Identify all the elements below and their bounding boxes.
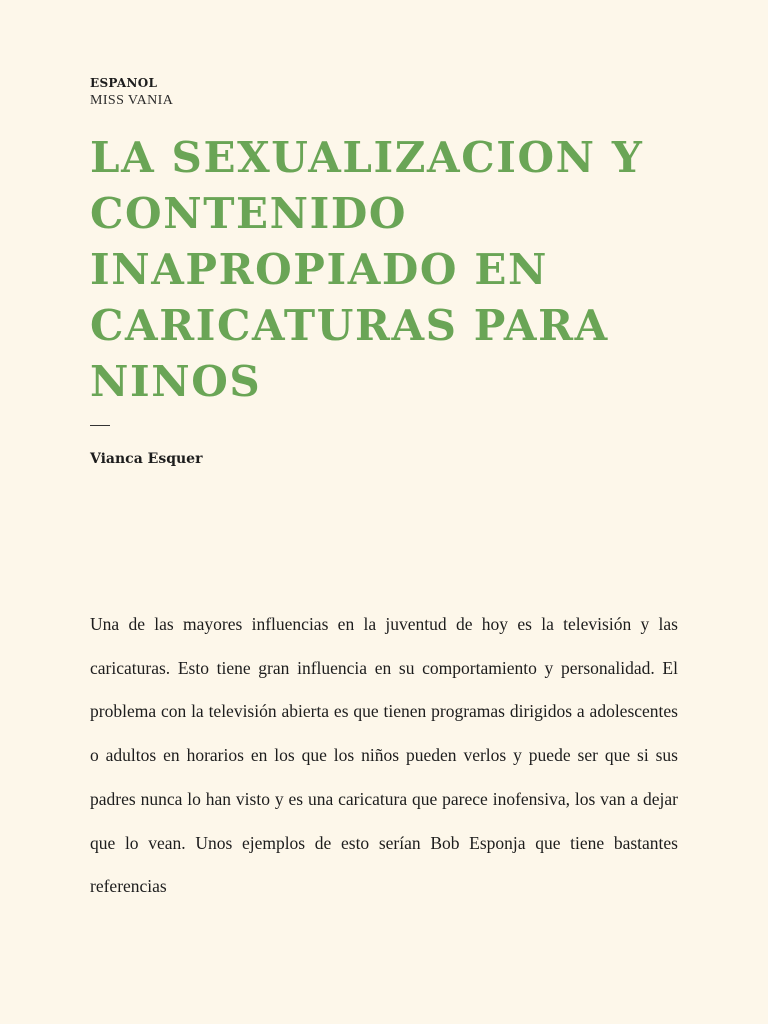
page-title: LA SEXUALIZACION Y CONTENIDO INAPROPIADO EN CARICATURAS PARA NINOS [90, 133, 644, 406]
course-label: ESPANOL [90, 76, 158, 90]
author-name: Vianca Esquer [90, 451, 203, 467]
teacher-label: MISS VANIA [90, 93, 174, 108]
body-paragraph: Una de las mayores influencias en la juventud de hoy es la televisión y las caricaturas. Esto tiene gran influencia en su comportamiento y personalidad. El problema con la televisión abierta es que tienen programas dirigidos a adolescentes o adultos en horarios en los que los niños pueden verlos y puede ser que si sus padres nunca lo han visto y es una caricatura que parece inofensiva, los van a dejar que lo vean. Unos ejemplos de esto serían Bob Esponja que tiene bastantes referencias [90, 614, 678, 897]
title-divider [90, 425, 110, 426]
